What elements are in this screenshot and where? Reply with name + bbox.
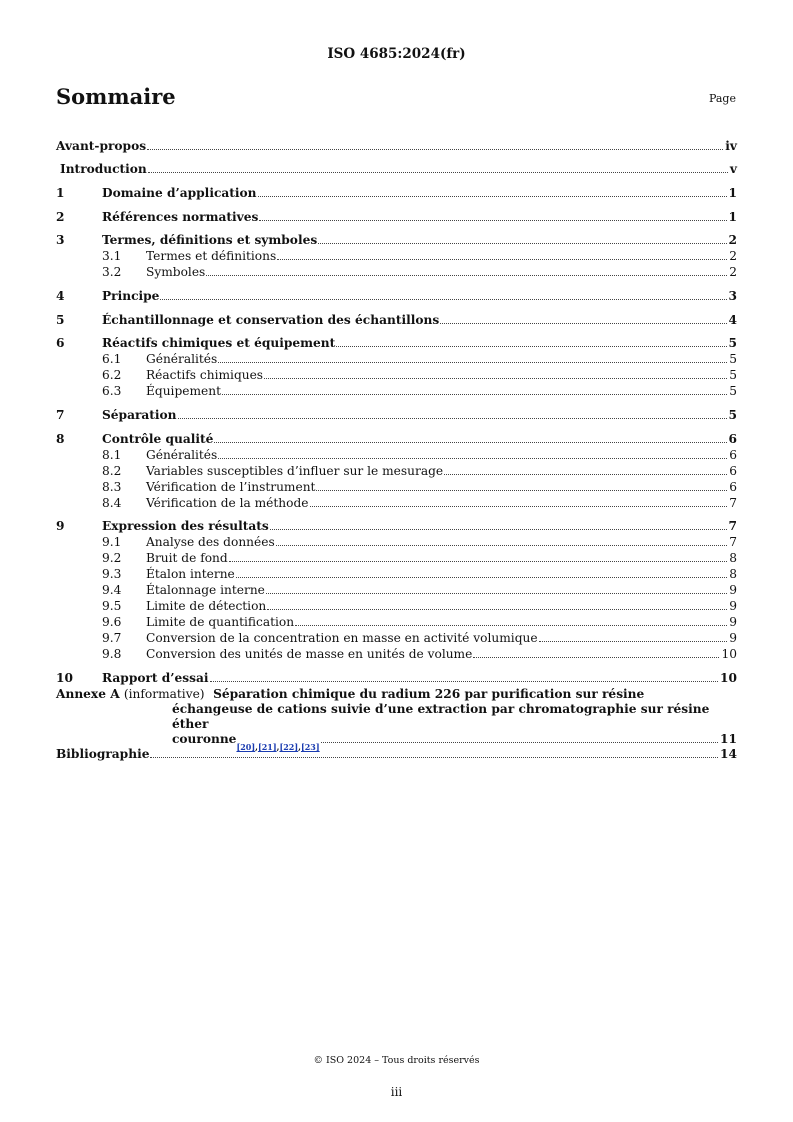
- toc-entry-label: Échantillonnage et conservation des échantillons: [102, 313, 440, 327]
- toc-entry-number: 4: [56, 289, 65, 303]
- toc-entry-page-number: 5: [729, 368, 737, 382]
- toc-entry-label: Séparation: [102, 408, 177, 422]
- toc-entry-3[interactable]: [56, 232, 737, 248]
- toc-entry-label: Conversion des unités de masse en unités de volume: [146, 647, 473, 661]
- toc-entry-label: Expression des résultats: [102, 519, 269, 533]
- toc-entry-1[interactable]: [56, 185, 737, 201]
- toc-entry-number: 6.3: [102, 384, 122, 398]
- dot-leader: [258, 196, 727, 197]
- toc-entry-9-1[interactable]: [56, 534, 737, 550]
- dot-leader: [276, 545, 728, 546]
- dot-leader: [321, 742, 718, 743]
- dot-leader: [236, 577, 727, 578]
- dot-leader: [229, 561, 728, 562]
- page-number: iii: [390, 1085, 403, 1099]
- toc-entry-6-3[interactable]: [56, 383, 737, 399]
- toc-entry-page-number: 2: [729, 249, 737, 263]
- toc-entry-label: Variables susceptibles d’influer sur le mesurage: [146, 464, 444, 478]
- toc-entry-number: 9.2: [102, 551, 122, 565]
- toc-entry-9-4[interactable]: [56, 582, 737, 598]
- toc-entry-label: Principe: [102, 289, 160, 303]
- toc-entry-page-number: 8: [729, 551, 737, 565]
- toc-entry-page-number: 5: [729, 352, 737, 366]
- toc-entry-4[interactable]: [56, 288, 737, 304]
- toc-entry-number: 9: [56, 519, 65, 533]
- bibliography-label: Bibliographie: [56, 747, 150, 761]
- dot-leader: [178, 418, 727, 419]
- dot-leader: [150, 757, 718, 758]
- toc-entry-8-4[interactable]: [56, 495, 737, 511]
- dot-leader: [444, 474, 727, 475]
- dot-leader: [222, 394, 727, 395]
- toc-entry-label: Introduction: [60, 162, 147, 176]
- document-id-header: ISO 4685:2024(fr): [327, 46, 466, 62]
- dot-leader: [539, 641, 728, 642]
- toc-entry-number: 9.4: [102, 583, 122, 597]
- toc-entry-label: Limite de quantification: [146, 615, 295, 629]
- annex-title-line-2: échangeuse de cations suivie d’une extraction par chromatographie sur résine éther: [172, 702, 710, 731]
- toc-entry-label: Contrôle qualité: [102, 432, 214, 446]
- toc-entry-number: 8.1: [102, 448, 122, 462]
- toc-entry-2[interactable]: [56, 209, 737, 225]
- toc-entry-number: 8.3: [102, 480, 122, 494]
- toc-entry-label: Équipement: [146, 384, 221, 398]
- toc-entry-number: 5: [56, 313, 65, 327]
- dot-leader: [218, 458, 727, 459]
- toc-entry-number: 6.1: [102, 352, 122, 366]
- toc-entry-label: Vérification de l’instrument: [146, 480, 316, 494]
- bibliography-page-number: 14: [720, 747, 737, 761]
- toc-entry-page-number: 3: [728, 289, 737, 303]
- toc-entry-label: Généralités: [146, 352, 218, 366]
- toc-entry-number: 1: [56, 186, 65, 200]
- annex-prefix: Annexe A: [56, 687, 120, 701]
- toc-entry-page-number: 10: [720, 671, 737, 685]
- dot-leader: [316, 490, 727, 491]
- toc-entry-9-7[interactable]: [56, 630, 737, 646]
- toc-entry-page-number: 2: [729, 265, 737, 279]
- toc-entry-8[interactable]: [56, 431, 737, 447]
- toc-entry-number: 9.3: [102, 567, 122, 581]
- toc-entry-9-6[interactable]: [56, 614, 737, 630]
- toc-entry-number: 9.5: [102, 599, 122, 613]
- toc-entry-number: 3: [56, 233, 65, 247]
- toc-entry-number: 9.8: [102, 647, 122, 661]
- toc-entry-label: Limite de détection: [146, 599, 267, 613]
- toc-entry-number: 9.1: [102, 535, 122, 549]
- toc-entry-8-2[interactable]: [56, 463, 737, 479]
- toc-entry-label: Symboles: [146, 265, 206, 279]
- annex-type: (informative): [123, 687, 205, 701]
- toc-entry-introduction[interactable]: [56, 161, 737, 177]
- toc-entry-page-number: 9: [729, 599, 737, 613]
- toc-entry-label: Termes et définitions: [146, 249, 277, 263]
- toc-entry-3-2[interactable]: [56, 264, 737, 280]
- annex-title-line-3: couronne: [172, 732, 237, 746]
- toc-entry-number: 8.4: [102, 496, 122, 510]
- toc-entry-label: Réactifs chimiques et équipement: [102, 336, 336, 350]
- dot-leader: [277, 259, 727, 260]
- toc-entry-label: Références normatives: [102, 210, 259, 224]
- toc-entry-number: 3.2: [102, 265, 122, 279]
- dot-leader: [148, 172, 728, 173]
- toc-entry-page-number: 8: [729, 567, 737, 581]
- dot-leader: [214, 442, 726, 443]
- toc-entry-page-number: 9: [729, 583, 737, 597]
- toc-entry-page-number: 7: [729, 535, 737, 549]
- dot-leader: [264, 378, 727, 379]
- toc-entry-annex-a[interactable]: Annexe A (informative) Séparation chimique du radium 226 par purification sur résine échangeuse de cations suivie d’une extraction par chromatographie sur résine éther couronne [20] , [21] , [22] , [23] 11: [56, 687, 737, 752]
- dot-leader: [318, 243, 726, 244]
- toc-entry-page-number: iv: [725, 139, 737, 153]
- toc-entry-10[interactable]: [56, 670, 737, 686]
- toc-entry-number: 6.2: [102, 368, 122, 382]
- toc-entry-9-3[interactable]: [56, 566, 737, 582]
- toc-entry-page-number: 6: [729, 480, 737, 494]
- toc-entry-page-number: 1: [728, 210, 737, 224]
- toc-entry-label: Conversion de la concentration en masse en activité volumique: [146, 631, 538, 645]
- toc-entry-7[interactable]: [56, 407, 737, 423]
- toc-entry-page-number: 6: [728, 432, 737, 446]
- toc-entry-label: Analyse des données: [146, 535, 275, 549]
- toc-entry-label: Généralités: [146, 448, 218, 462]
- annex-title-line-1: Séparation chimique du radium 226 par purification sur résine: [213, 687, 645, 701]
- toc-entry-label: Réactifs chimiques: [146, 368, 264, 382]
- toc-entry-number: 3.1: [102, 249, 122, 263]
- page-column-label: Page: [708, 92, 736, 105]
- toc-entry-page-number: 5: [728, 336, 737, 350]
- dot-leader: [267, 609, 727, 610]
- toc-entry-page-number: 10: [721, 647, 737, 661]
- dot-leader: [266, 593, 727, 594]
- toc-entry-9-2[interactable]: [56, 550, 737, 566]
- dot-leader: [147, 149, 723, 150]
- copyright-footer: © ISO 2024 – Tous droits réservés: [313, 1055, 480, 1066]
- toc-entry-label: Étalonnage interne: [146, 583, 265, 597]
- toc-entry-avant-propos[interactable]: [56, 138, 737, 154]
- dot-leader: [473, 657, 719, 658]
- toc-entry-8-3[interactable]: [56, 479, 737, 495]
- dot-leader: [440, 323, 726, 324]
- toc-entry-9[interactable]: [56, 518, 737, 534]
- toc-entry-5[interactable]: [56, 312, 737, 328]
- toc-entry-6[interactable]: [56, 335, 737, 351]
- toc-entry-label: Avant-propos: [56, 139, 147, 153]
- toc-entry-page-number: 7: [729, 496, 737, 510]
- toc-entry-9-8[interactable]: [56, 646, 737, 662]
- toc-entry-label: Vérification de la méthode: [146, 496, 309, 510]
- dot-leader: [270, 529, 727, 530]
- dot-leader: [218, 362, 727, 363]
- dot-leader: [206, 275, 727, 276]
- toc-entry-bibliographie[interactable]: [56, 746, 737, 762]
- toc-entry-6-2[interactable]: [56, 367, 737, 383]
- toc-entry-number: 10: [56, 671, 73, 685]
- toc-entry-8-1[interactable]: [56, 447, 737, 463]
- toc-entry-page-number: 9: [729, 615, 737, 629]
- page-title: Sommaire: [56, 84, 176, 109]
- dot-leader: [259, 220, 726, 221]
- toc-entry-3-1[interactable]: [56, 248, 737, 264]
- toc-entry-label: Étalon interne: [146, 567, 235, 581]
- dot-leader: [336, 346, 726, 347]
- toc-entry-number: 2: [56, 210, 65, 224]
- toc-entry-label: Bruit de fond: [146, 551, 228, 565]
- toc-entry-number: 9.6: [102, 615, 122, 629]
- toc-entry-number: 9.7: [102, 631, 122, 645]
- dot-leader: [310, 506, 728, 507]
- toc-entry-number: 7: [56, 408, 65, 422]
- toc-entry-page-number: v: [729, 162, 737, 176]
- toc-entry-page-number: 1: [728, 186, 737, 200]
- toc-entry-label: Rapport d’essai: [102, 671, 209, 685]
- toc-entry-number: 8.2: [102, 464, 122, 478]
- toc-entry-page-number: 7: [728, 519, 737, 533]
- toc-entry-label: Termes, définitions et symboles: [102, 233, 318, 247]
- toc-entry-number: 8: [56, 432, 65, 446]
- toc-entry-page-number: 5: [729, 384, 737, 398]
- toc-entry-number: 6: [56, 336, 65, 350]
- dot-leader: [210, 681, 718, 682]
- toc-entry-label: Domaine d’application: [102, 186, 257, 200]
- toc-entry-page-number: 4: [728, 313, 737, 327]
- dot-leader: [160, 299, 726, 300]
- dot-leader: [295, 625, 727, 626]
- annex-page-number: 11: [720, 732, 737, 746]
- toc-entry-9-5[interactable]: [56, 598, 737, 614]
- toc-entry-page-number: 6: [729, 448, 737, 462]
- toc-entry-6-1[interactable]: [56, 351, 737, 367]
- toc-entry-page-number: 5: [728, 408, 737, 422]
- toc-entry-page-number: 9: [729, 631, 737, 645]
- toc-entry-page-number: 6: [729, 464, 737, 478]
- toc-entry-page-number: 2: [728, 233, 737, 247]
